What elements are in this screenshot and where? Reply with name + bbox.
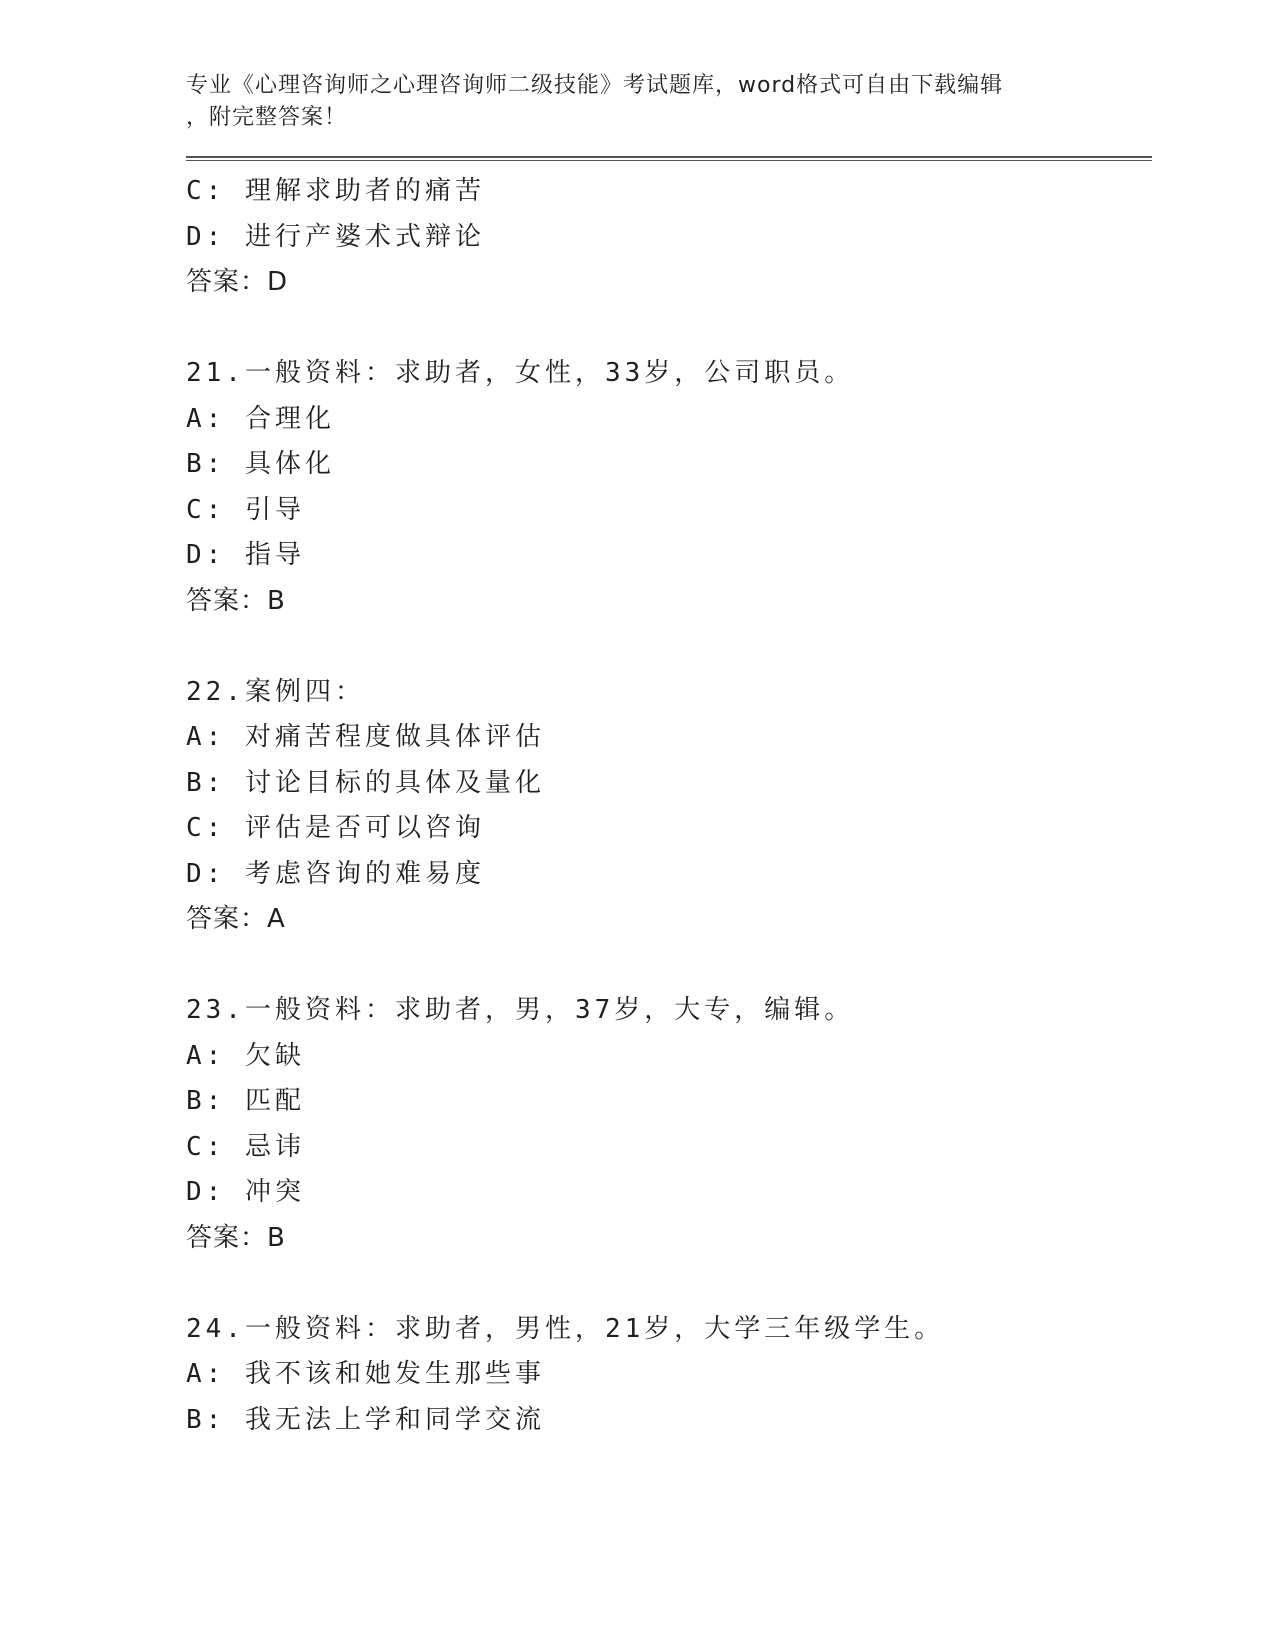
lead-option-c: C: 理解求助者的痛苦 (186, 176, 485, 206)
question-stem: 22.案例四： (186, 676, 365, 707)
question-stem: 21.一般资料：求助者，女性，33岁，公司职员。 (186, 358, 855, 388)
spacer (186, 624, 1152, 670)
spacer (186, 943, 1152, 989)
question-option: A: 对痛苦程度做具体评估 (186, 722, 545, 752)
question-option: A: 我不该和她发生那些事 (186, 1359, 545, 1389)
question-option: C: 评估是否可以咨询 (186, 813, 485, 843)
question-answer: 答案：A (186, 904, 286, 934)
question-option: B: 讨论目标的具体及量化 (186, 767, 545, 798)
question-stem: 24.一般资料：求助者，男性，21岁，大学三年级学生。 (186, 1313, 945, 1344)
header-line-2: ，附完整答案！ (186, 105, 348, 130)
question-option: D: 指导 (186, 540, 305, 570)
question-option: C: 忌讳 (186, 1131, 305, 1162)
question-option: B: 匹配 (186, 1086, 305, 1116)
header-divider (186, 156, 1152, 161)
question-option: A: 合理化 (186, 403, 335, 434)
question-option: D: 冲突 (186, 1177, 305, 1207)
spacer (186, 306, 1152, 352)
question-answer: 答案：B (186, 585, 286, 616)
question-option: B: 我无法上学和同学交流 (186, 1404, 545, 1435)
document-page (186, 70, 1152, 1443)
question-answer: 答案：B (186, 1222, 286, 1253)
question-option: D: 考虑咨询的难易度 (186, 858, 485, 889)
question-option: B: 具体化 (186, 449, 335, 479)
question-list (186, 169, 1152, 1443)
document-header (186, 70, 1152, 134)
lead-answer: 答案：D (186, 267, 289, 297)
question-option: A: 欠缺 (186, 1040, 305, 1071)
question-option: C: 引导 (186, 494, 305, 525)
lead-option-d: D: 进行产婆术式辩论 (186, 221, 485, 252)
question-stem: 23.一般资料：求助者，男，37岁，大专，编辑。 (186, 995, 855, 1025)
spacer (186, 1261, 1152, 1307)
header-line-1: 专业《心理咨询师之心理咨询师二级技能》考试题库，word格式可自由下载编辑 (186, 73, 1004, 98)
